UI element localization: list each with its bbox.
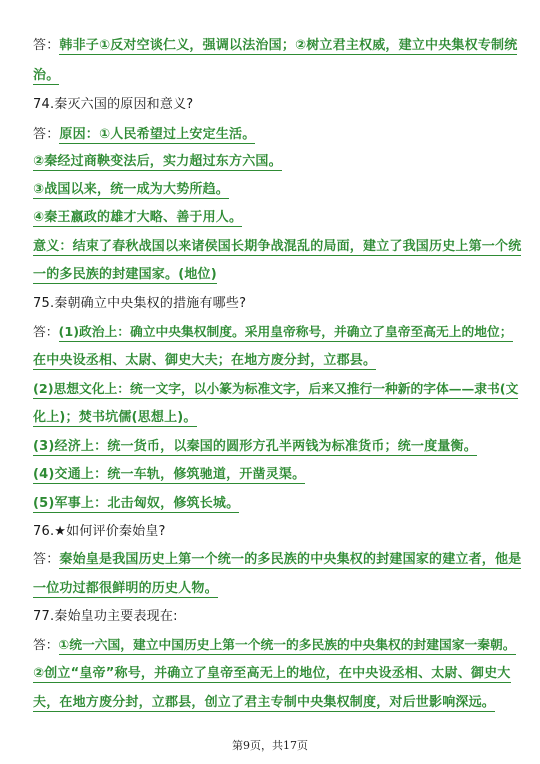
answer-line: 答：(1)政治上：确立中央集权制度。采用皇帝称号，并确立了皇帝至高无上的地位； <box>33 325 513 340</box>
question-75: 75.秦朝确立中央集权的措施有哪些? <box>33 296 247 311</box>
answer-text: 一位功过都很鲜明的历史人物。 <box>33 581 218 596</box>
answer-line <box>33 665 516 682</box>
answer-line <box>33 495 516 512</box>
answer-text: 秦始皇是我国历史上第一个统一的多民族的中央集权的封建国家的建立者，他是 <box>59 552 522 567</box>
answer-line <box>33 181 516 198</box>
answer-line <box>33 409 516 426</box>
answer-text: 在中央设丞相、太尉、御史大夫；在地方废分封，立郡县。 <box>33 353 377 368</box>
answer-text: 意义：结束了春秋战国以来诸侯国长期争战混乱的局面，建立了我国历史上第一个统 <box>33 239 522 254</box>
answer-text: 治。 <box>33 68 60 83</box>
answer-line <box>33 209 516 226</box>
question-76: 76.★如何评价秦始皇? <box>33 524 166 539</box>
answer-text: ②秦经过商鞅变法后，实力超过东方六国。 <box>33 154 282 169</box>
answer-text: (2)思想文化上：统一文字，以小篆为标准文字，后来又推行一种新的字体——隶书(文 <box>33 382 519 397</box>
page-number-footer: 第9页，共17页 <box>232 739 308 752</box>
answer-line: 答：①统一六国，建立中国历史上第一个统一的多民族的中央集权的封建国家一秦朝。 <box>33 638 516 653</box>
answer-line <box>33 266 516 283</box>
answer-line: 答：韩非子①反对空谈仁义，强调以法治国；②树立君主权威，建立中央集权专制统 <box>33 38 518 53</box>
answer-line <box>33 238 522 255</box>
answer-line: 答：秦始皇是我国历史上第一个统一的多民族的中央集权的封建国家的建立者，他是 <box>33 552 522 567</box>
answer-line <box>33 67 516 84</box>
answer-text: ②创立“皇帝”称号，并确立了皇帝至高无上的地位，在中央设丞相、太尉、御史大 <box>33 666 511 681</box>
question-77: 77.秦始皇功主要表现在: <box>33 609 178 624</box>
answer-text: ①统一六国，建立中国历史上第一个统一的多民族的中央集权的封建国家一秦朝。 <box>58 638 516 653</box>
answer-line <box>33 438 516 455</box>
answer-line <box>33 381 519 398</box>
answer-text: ④秦王嬴政的雄才大略、善于用人。 <box>33 210 243 225</box>
answer-text: 原因：①人民希望过上安定生活。 <box>59 127 256 142</box>
answer-text: 夫，在地方废分封，立郡县，创立了君主专制中央集权制度，对后世影响深远。 <box>33 695 496 710</box>
question-74: 74.秦灭六国的原因和意义? <box>33 97 194 112</box>
answer-line <box>33 580 516 597</box>
answer-text: 化上)；焚书坑儒(思想上)。 <box>33 410 197 425</box>
answer-text: 韩非子①反对空谈仁义，强调以法治国；②树立君主权威，建立中央集权专制统 <box>59 38 518 53</box>
answer-line <box>33 153 516 170</box>
answer-line <box>33 466 516 483</box>
answer-text: (5)军事上：北击匈奴，修筑长城。 <box>33 496 240 511</box>
answer-text: (4)交通上：统一车轨，修筑驰道，开凿灵渠。 <box>33 467 306 482</box>
answer-text: 一的多民族的封建国家。(地位) <box>33 267 217 282</box>
answer-line <box>33 694 516 711</box>
answer-line: 答：原因：①人民希望过上安定生活。 <box>33 127 256 142</box>
answer-text: (1)政治上：确立中央集权制度。采用皇帝称号，并确立了皇帝至高无上的地位； <box>58 325 513 340</box>
answer-text: (3)经济上：统一货币，以秦国的圆形方孔半两钱为标准货币；统一度量衡。 <box>33 439 477 454</box>
answer-text: ③战国以来，统一成为大势所趋。 <box>33 182 230 197</box>
answer-line <box>33 352 516 369</box>
